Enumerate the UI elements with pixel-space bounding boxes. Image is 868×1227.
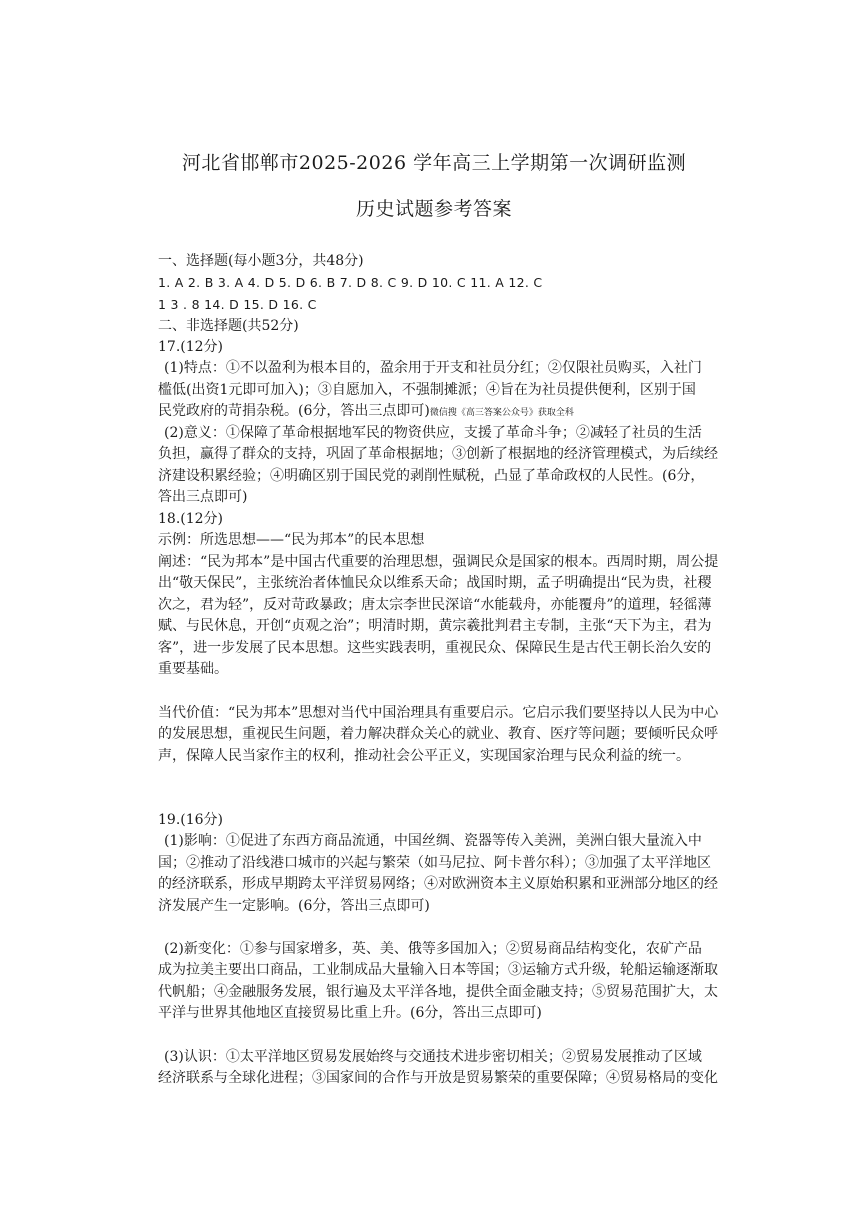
document-subtitle: 历史试题参考答案	[355, 198, 512, 220]
q18-p1-line: 阐述：“民为邦本”是中国古代重要的治理思想，强调民众是国家的根本。西周时期，周公提	[158, 554, 719, 570]
q18-example: 示例：所选思想——“民为邦本”的民本思想	[158, 532, 425, 548]
q19-p1-line: 济发展产生一定影响。(6分，答出三点即可)	[158, 898, 430, 914]
q17-p1-line: (1)特点：①不以盈利为根本目的，盈余用于开支和社员分红；②仅限社员购买，入社门	[164, 360, 702, 376]
section1-heading: 一、选择题(每小题3分，共48分)	[158, 253, 364, 269]
document-title: 河北省邯郸市2025-2026 学年高三上学期第一次调研监测	[181, 152, 687, 174]
q17-number: 17.(12分)	[158, 339, 224, 355]
answers-line-2: 1 3 . 8 14. D 15. D 16. C	[158, 297, 317, 312]
q17-p2-line: 济建设积累经验；④明确区别于国民党的剥削性赋税，凸显了革命政权的人民性。(6分，	[158, 468, 705, 484]
q19-p1-line: (1)影响：①促进了东西方商品流通，中国丝绸、瓷器等传入美洲，美洲白银大量流入中	[164, 833, 702, 849]
q19-p3-line: (3)认识：①太平洋地区贸易发展始终与交通技术进步密切相关；②贸易发展推动了区域	[164, 1049, 702, 1065]
q19-p3-line: 经济联系与全球化进程；③国家间的合作与开放是贸易繁荣的重要保障；④贸易格局的变化	[158, 1070, 718, 1086]
q18-number: 18.(12分)	[158, 511, 224, 527]
q18-p1-line: 次之，君为轻”，反对苛政暴政；唐太宗李世民深谙“水能载舟，亦能覆舟”的道理，轻徭薄	[158, 597, 712, 613]
q18-p1-line: 重要基础。	[158, 661, 228, 677]
q17-p2-line: 负担，赢得了群众的支持，巩固了革命根据地；③创新了根据地的经济管理模式，为后续经	[158, 446, 718, 462]
q18-p2-line: 的发展思想，重视民生问题，着力解决群众关心的就业、教育、医疗等问题；要倾听民众呼	[158, 726, 718, 742]
q19-p2-line: (2)新变化：①参与国家增多，英、美、俄等多国加入；②贸易商品结构变化，农矿产品	[164, 941, 702, 957]
q19-p1-line: 的经济联系，形成早期跨太平洋贸易网络；④对欧洲资本主义原始积累和亚洲部分地区的经	[158, 876, 718, 892]
q19-p2-line: 代帆船；④金融服务发展，银行遍及太平洋各地，提供全面金融支持；⑤贸易范围扩大，太	[158, 984, 718, 1000]
q18-p2-line: 声，保障人民当家作主的权利，推动社会公平正义，实现国家治理与民众利益的统一。	[158, 748, 690, 764]
q17-p1-line-3	[158, 401, 723, 424]
q19-p2-line: 平洋与世界其他地区直接贸易比重上升。(6分，答出三点即可)	[158, 1005, 542, 1021]
watermark-note: 微信搜《高三答案公众号》获取全科	[429, 408, 574, 418]
q18-p1-line: 客”，进一步发展了民本思想。这些实践表明，重视民众、保障民生是古代王朝长治久安的	[158, 640, 712, 656]
answers-line-1: 1. A 2. B 3. A 4. D 5. D 6. B 7. D 8. C 9. D 10. C 11. A 12. C	[158, 275, 543, 290]
q18-p1-line: 赋、与民休息，开创“贞观之治”；明清时期，黄宗羲批判君主专制，主张“天下为主，君为	[158, 618, 712, 634]
q19-p2-line: 成为拉美主要出口商品，工业制成品大量输入日本等国；③运输方式升级，轮船运输逐渐取	[158, 962, 718, 978]
q19-number: 19.(16分)	[158, 812, 224, 828]
q18-p1-line: 出“敬天保民”，主张统治者体恤民众以维系天命；战国时期，孟子明确提出“民为贵，社稷	[158, 575, 712, 591]
q17-p1-line-3-text: 民党政府的苛捐杂税。(6分，答出三点即可)	[158, 403, 430, 419]
q17-p2-line: (2)意义：①保障了革命根据地军民的物资供应，支援了革命斗争；②减轻了社员的生活	[164, 425, 702, 441]
q17-p2-line: 答出三点即可)	[158, 489, 248, 505]
q17-p1-line: 槛低(出资1元即可加入)；③自愿加入，不强制摊派；④旨在为社员提供便利，区别于国	[158, 382, 696, 398]
q19-p1-line: 国；②推动了沿线港口城市的兴起与繁荣（如马尼拉、阿卡普尔科）；③加强了太平洋地区	[158, 855, 711, 871]
q18-p2-line: 当代价值：“民为邦本”思想对当代中国治理具有重要启示。它启示我们要坚持以人民为中心	[158, 705, 719, 721]
section2-heading: 二、非选择题(共52分)	[158, 318, 299, 334]
